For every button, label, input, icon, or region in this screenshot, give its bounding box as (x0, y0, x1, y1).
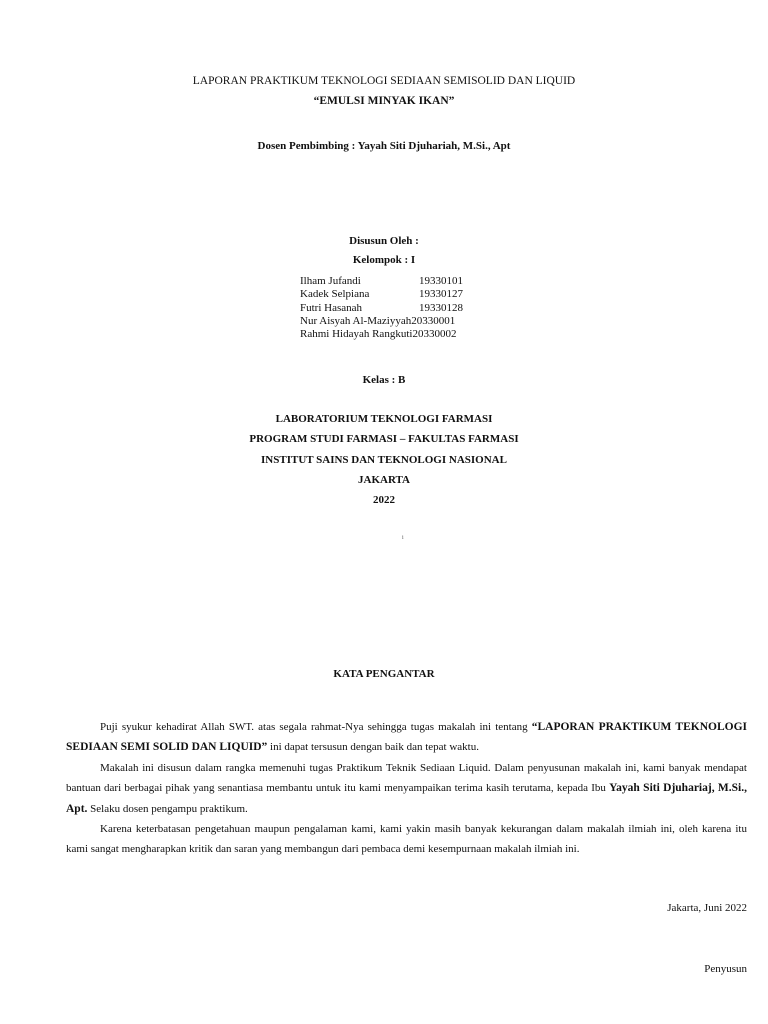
member-id: 20330001 (411, 314, 456, 327)
program-name: PROGRAM STUDI FARMASI – FAKULTAS FARMASI (249, 433, 519, 445)
signature-label: Penyusun (704, 963, 747, 975)
report-title-emphasis: “LAPORAN PRAKTIKUM TEKNOLOGI SEDIAAN SEMI SOLID DAN LIQUID” (66, 721, 747, 754)
institute-name: INSTITUT SAINS DAN TEKNOLOGI NASIONAL (261, 454, 507, 466)
report-title-line2: “EMULSI MINYAK IKAN” (313, 95, 455, 107)
member-id: 20330002 (412, 328, 457, 341)
paragraph-text: Selaku dosen pengampu praktikum. (87, 802, 248, 815)
member-name: Kadek Selpiana (300, 288, 370, 301)
place-date: Jakarta, Juni 2022 (667, 902, 747, 914)
preface-paragraph-2 (66, 758, 747, 819)
member-row (300, 288, 463, 301)
member-row (300, 315, 463, 328)
report-title-line1: LAPORAN PRAKTIKUM TEKNOLOGI SEDIAAN SEMISOLID DAN LIQUID (192, 75, 576, 87)
member-name: Futri Hasanah (300, 301, 363, 314)
member-id: 19330127 (419, 288, 463, 301)
member-id: 19330101 (419, 275, 463, 287)
member-name: Nur Aisyah Al-Maziyyah (300, 314, 412, 327)
preface-paragraph-3: Karena keterbatasan pengetahuan maupun pengalaman kami, kami yakin masih banyak kekurangan dalam makalah ilmiah ini, oleh karena itu kami sangat mengharapkan kritik dan saran yang membangun dari pembaca demi kesempurnaan makalah ilmiah ini. (66, 823, 747, 856)
member-id: 19330128 (419, 301, 463, 314)
member-row (300, 302, 463, 315)
year-label: 2022 (373, 494, 395, 506)
lab-name: LABORATORIUM TEKNOLOGI FARMASI (275, 413, 493, 425)
supervisor-emphasis: Yayah Siti Djuhariaj, M.Si., Apt. (66, 782, 747, 815)
supervisor-line: Dosen Pembimbing : Yayah Siti Djuhariah, M.Si., Apt (257, 140, 511, 152)
member-list (300, 275, 463, 341)
member-name: Rahmi Hidayah Rangkuti (300, 328, 413, 341)
preface-paragraph-1 (66, 717, 747, 758)
member-name: Ilham Jufandi (300, 275, 361, 287)
preface-heading: KATA PENGANTAR (333, 668, 435, 680)
city-name: JAKARTA (358, 474, 410, 486)
class-label: Kelas : B (362, 374, 406, 386)
paragraph-text: Puji syukur kehadirat Allah SWT. atas segala rahmat-Nya sehingga tugas makalah ini tentang (100, 721, 532, 733)
paragraph-text: ini dapat tersusun dengan baik dan tepat waktu. (267, 741, 479, 754)
preface-body (66, 717, 747, 860)
member-row (300, 275, 463, 288)
member-row (300, 328, 463, 341)
page-number-mark: i (402, 535, 404, 541)
group-label: Kelompok : I (352, 254, 416, 266)
compiled-by-label: Disusun Oleh : (349, 235, 419, 247)
paragraph-text: Makalah ini disusun dalam rangka memenuhi tugas Praktikum Teknik Sediaan Liquid. Dalam penyusunan makalah ini, kami banyak mendapat bantuan dari berbagai pihak yang senantiasa membantu untuk itu kami menyampaikan terima kasih terutama, kepada Ibu (66, 761, 747, 795)
